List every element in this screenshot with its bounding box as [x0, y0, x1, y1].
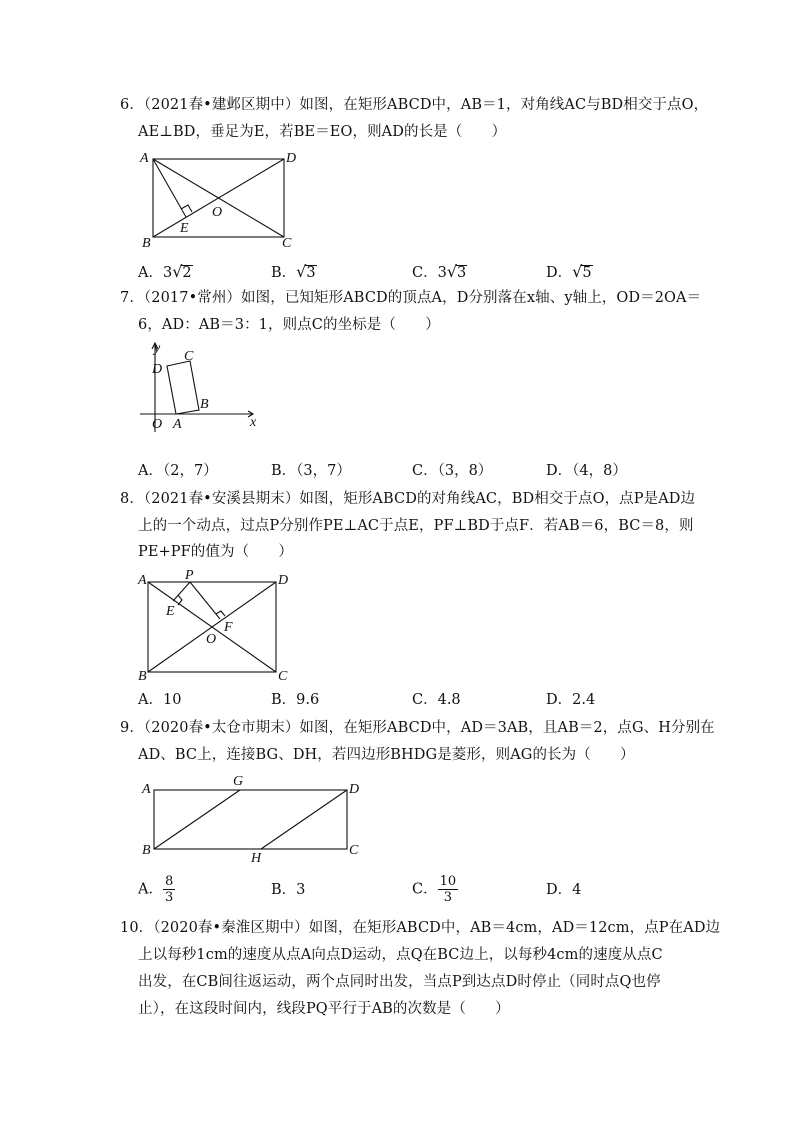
- q8-label-e: E: [166, 604, 175, 619]
- q7-label-b: B: [200, 397, 209, 412]
- q9-label-b: B: [142, 843, 151, 858]
- q7-label-o: O: [152, 417, 163, 432]
- q8-figure: [138, 566, 303, 684]
- q7-label-d: D: [152, 362, 163, 377]
- q8-line1: 8．（2021春•安溪县期末）如图，矩形ABCD的对角线AC，BD相交于点O，点P是AD边: [120, 491, 696, 507]
- q6-option-c[interactable]: C．3√3: [412, 262, 467, 281]
- q9-line2: AD、BC上，连接BG、DH，若四边形BHDG是菱形，则AG的长为（ ）: [138, 747, 635, 763]
- q7-label-a: A: [173, 417, 182, 432]
- q7-option-a[interactable]: A．（2，7）: [138, 463, 218, 479]
- q6-figure: [140, 150, 300, 250]
- q9-segment-dh: [261, 790, 347, 849]
- q9-option-b[interactable]: B．3: [271, 882, 306, 898]
- q8-option-a[interactable]: A．10: [138, 692, 182, 708]
- q10-line4: 止），在这段时间内，线段PQ平行于AB的次数是（ ）: [138, 1001, 510, 1017]
- q8-label-b: B: [138, 669, 147, 684]
- q6-label-d: D: [286, 151, 297, 166]
- q6-segment-ae: [153, 159, 186, 217]
- q9-label-d: D: [349, 782, 360, 797]
- q9-option-c[interactable]: C． $\frac{10}{3}$: [412, 874, 457, 905]
- q7-label-c: C: [184, 349, 194, 364]
- q7-rectangle: [167, 361, 199, 414]
- q9-option-d[interactable]: D．4: [546, 882, 582, 898]
- q8-segment-pf: [190, 582, 220, 619]
- q9-label-a: A: [142, 782, 151, 797]
- q9-figure: [140, 772, 370, 867]
- q8-line3: PE+PF的值为（ ）: [138, 544, 294, 560]
- q10-line2: 上以每秒1cm的速度从点A向点D运动，点Q在BC边上，以每秒4cm的速度从点C: [138, 947, 663, 963]
- q6-option-d[interactable]: D．√5: [546, 262, 592, 281]
- q6-label-a: A: [140, 151, 149, 166]
- q7-label-y: y: [154, 341, 161, 356]
- q8-right-angle-mark-e: [178, 595, 182, 605]
- q7-option-d[interactable]: D．（4，8）: [546, 463, 627, 479]
- q9-label-c: C: [349, 843, 359, 858]
- q9-rectangle: [154, 790, 347, 849]
- q7-label-x: x: [250, 415, 257, 430]
- q6-option-b[interactable]: B．√3: [271, 262, 316, 281]
- q8-label-f: F: [224, 620, 233, 635]
- q8-option-b[interactable]: B．9.6: [271, 692, 320, 708]
- q10-line3: 出发，在CB间往返运动，两个点同时出发，当点P到达点D时停止（同时点Q也停: [138, 974, 661, 990]
- q8-label-p: P: [185, 568, 194, 583]
- q8-label-c: C: [278, 669, 288, 684]
- q8-label-a: A: [138, 573, 147, 588]
- q7-option-c[interactable]: C．（3，8）: [412, 463, 493, 479]
- q9-segment-bg: [154, 790, 240, 849]
- q9-label-g: G: [233, 774, 244, 789]
- q8-option-c[interactable]: C．4.8: [412, 692, 461, 708]
- q10-line1: 10．（2020春•秦淮区期中）如图，在矩形ABCD中，AB＝4cm，AD＝12cm，点P在AD边: [120, 920, 721, 936]
- q9-option-a[interactable]: A． $\frac{8}{3}$: [138, 874, 174, 905]
- q7-line2: 6，AD：AB＝3：1，则点C的坐标是（ ）: [138, 317, 440, 333]
- q6-option-a[interactable]: A．3√2: [138, 262, 192, 281]
- q7-figure: [140, 340, 270, 435]
- q7-option-b[interactable]: B．（3，7）: [271, 463, 351, 479]
- q7-line1: 7．（2017•常州）如图，已知矩形ABCD的顶点A，D分别落在x轴、y轴上，OD＝2OA＝: [120, 290, 702, 306]
- q8-line2: 上的一个动点，过点P分别作PE⊥AC于点E，PF⊥BD于点F．若AB＝6，BC＝8，则: [138, 518, 694, 534]
- q9-options: [138, 876, 698, 916]
- q6-label-c: C: [282, 236, 292, 251]
- q8-label-o: O: [206, 632, 217, 647]
- q8-segment-pe: [173, 582, 190, 601]
- q6-label-b: B: [142, 236, 151, 251]
- q9-line1: 9．（2020春•太仓市期末）如图，在矩形ABCD中，AD＝3AB，且AB＝2，点G、H分别在: [120, 720, 715, 736]
- q6-line1: 6．（2021春•建邺区期中）如图，在矩形ABCD中，AB＝1，对角线AC与BD相交于点O，: [120, 97, 709, 113]
- q6-line2: AE⊥BD，垂足为E，若BE＝EO，则AD的长是（ ）: [138, 124, 507, 140]
- q6-label-e: E: [180, 221, 189, 236]
- q8-option-d[interactable]: D．2.4: [546, 692, 596, 708]
- q9-label-h: H: [251, 851, 262, 866]
- q6-label-o: O: [212, 205, 223, 220]
- q8-label-d: D: [278, 573, 289, 588]
